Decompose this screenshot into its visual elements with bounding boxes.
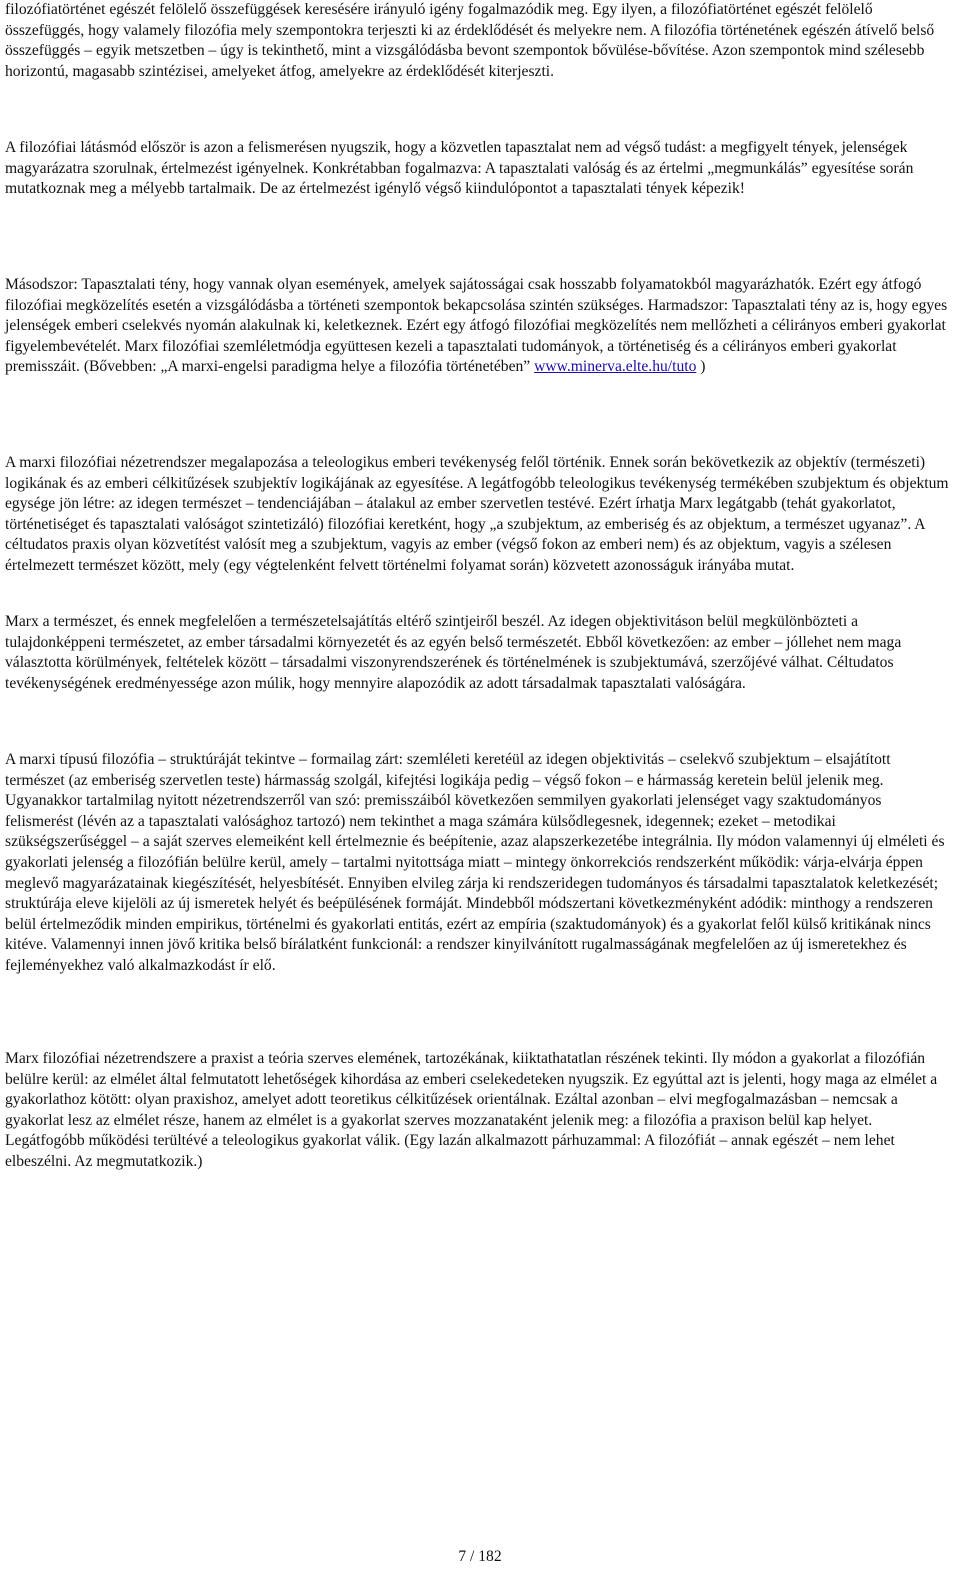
paragraph-first: A filozófiai látásmód először is azon a felismerésen nyugszik, hogy a közvetlen tapasztalat nem ad végső tudást: a megfigyelt tények, jelenségek magyarázatra szorulnak, értelmezést igényelnek. Konkrétabban fogalmazva: A tapasztalati valóság és az értelmi „megmunkálás” egyesítése során mutatkoznak meg a mélyebb tartalmaik. De az értelmezést igénylő végső kiindulópontot a tapasztalati tények képezik! [5,139,914,198]
paragraph-second-text: Másodszor: Tapasztalati tény, hogy vannak olyan események, amelyek sajátosságai csak hosszabb folyamatokból magyarázhatók. Ezért egy átfogó filozófiai megközelítés esetén a vizsgálódásba a történeti szempontok bekapcsolása szintén szükséges. Harmadszor: Tapasztalati tény az is, hogy egyes jelenségek emberi cselekvés nyomán alakulnak ki, keletkeznek. Ezért egy átfogó filozófiai megközelítés nem mellőzheti a célirányos emberi gyakorlat figyelembevételét. Marx filozófiai szemléletmódja együttesen kezeli a tapasztalati tudományok, a történetiség és a célirányos emberi gyakorlat premisszáit. (Bővebben: „A marxi-engelsi paradigma helye a filozófia történetében” [5,276,948,376]
paragraph-third: A marxi filozófiai nézetrendszer megalapozása a teleologikus emberi tevékenység felől történik. Ennek során bekövetkezik az objektív (természeti) logikának és az emberi célkitűzések szubjektív logikájának az egyesítése. A legátfogóbb teleologikus tevékenység termékében szubjektum és objektum egysége jön létre: az idegen természet – tendenciájában – átalakul az ember szervetlen testévé. Ezért írhatja Marx legátgabb (tehát gyakorlatot, történetiséget és tapasztalati valóságot szintetizáló) filozófiai keretként, hogy „a szubjektum, az emberiség és az objektum, a természet ugyanaz”. A céltudatos praxis olyan közvetítést valósít meg a szubjektum, vagyis az ember (végső fokon az emberi nem) és az objektum, vagyis a szélesen értelmezett természet között, mely (egy végtelenként felvett történelmi folyamat során) közvetett azonosságuk irányába mutat. [5,454,949,574]
minerva-link[interactable]: www.minerva.elte.hu/tuto [534,358,697,376]
paragraph-fifth: A marxi típusú filozófia – struktúráját tekintve – formailag zárt: szemléleti keretéül az idegen objektivitás – cselekvő szubjektum – elsajátított természet (az emberiség szervetlen teste) hármasság szolgál, kifejtési logikája pedig – végső fokon – e hármasság keretein belül jelenik meg. Ugyanakkor tartalmilag nyitott nézetrendszerről van szó: premisszáiból következően semmilyen gyakorlati jelenséget vagy szaktudományos felismerést (lévén az a tapasztalati valósághoz tartozó) nem tekinthet a maga számára külsődlegesnek, idegennek; ezeket – metodikai szükségszerűséggel – a saját szerves elemeiként kell értelmeznie és beépítenie, azaz alapszerkezetébe integrálnia. Ily módon valamennyi új elméleti és gyakorlati jelenség a filozófián belülre kerül, amely – tartalmi nyitottsága miatt – mintegy önkorrekciós rendszerként működik: várja-elvárja éppen meglevő magyarázatainak kiegészítését, helyesbítését. Ennyiben elvileg zárja ki rendszeridegen tudományos és társadalmi tapasztalatok keletkezését; struktúrája eleve kijelöli az új ismeretek helyét és beépülésének formáját. Mindebből módszertani következményként adódik: minthogy a rendszeren belül értelmeződik minden empirikus, történelmi és gyakorlati entitás, ezért az empíria (szaktudományok) és a gyakorlat felől külső kritikának nincs kitéve. Valamennyi innen jövő kritika belső bírálatként funkcionál: a rendszer kinyilvánított rugalmasságának megfelelően az új ismeretekhez és fejleményekhez való alkalmazkodást ír elő. [5,751,945,974]
page-number: 7 / 182 [458,1548,502,1565]
paragraph-second-closing: ) [696,358,706,376]
paragraph-second [5,275,953,378]
paragraph-intro: filozófiatörténet egészét felölelő összefüggések keresésére irányuló igény fogalmazódik meg. Egy ilyen, a filozófiatörténet egészét felölelő összefüggés, hogy valamely filozófia mely szempontokra terjeszti ki az érdeklődését és melyekre nem. A filozófia történetének egészén átívelő belső összefüggés – egyik metszetben – úgy is tekinthető, mint a vizsgálódásba bevont szempontok bővülése-bővítése. Azon szempontok mind szélesebb horizontú, magasabb szintézisei, amelyeket átfog, amelyekre az érdeklődését kiterjeszti. [5,1,935,80]
paragraph-sixth: Marx filozófiai nézetrendszere a praxist a teória szerves elemének, tartozékának, kiiktathatatlan részének tekinti. Ily módon a gyakorlat a filozófián belülre kerül: az elmélet által felmutatott lehetőségek kihordása az emberi cselekedeteken nyugszik. Ez egyúttal azt is jelenti, hogy maga az elmélet a gyakorlathoz kötött: olyan praxishoz, amelyet adott teoretikus célkitűzések orientálnak. Ezáltal azonban – elvi megfogalmazásban – nemcsak a gyakorlat lesz az elmélet része, hanem az elmélet is a gyakorlat szerves mozzanataként jelenik meg: a filozófia a praxison belül kap helyet. Legátfogóbb működési terültévé a teleologikus gyakorlat válik. (Egy lazán alkalmazott párhuzammal: A filozófiát – annak egészét – nem lehet elbeszélni. Az megmutatkozik.) [5,1050,938,1170]
paragraph-fourth: Marx a természet, és ennek megfelelően a természetelsajátítás eltérő szintjeiről beszél. Az idegen objektivitáson belül megkülönbözteti a tulajdonképpeni természetet, az ember társadalmi környezetét és az egyén belső természetét. Ebből következően: az ember – jóllehet nem maga választotta körülmények, feltételek között – társadalmi viszonyrendszerének és történelmének is szubjektumává, szerzőjévé válhat. Céltudatos tevékenységének eredményessége azon múlik, hogy mennyire alapozódik az adott társadalmak tapasztalati valóságára. [5,613,902,692]
